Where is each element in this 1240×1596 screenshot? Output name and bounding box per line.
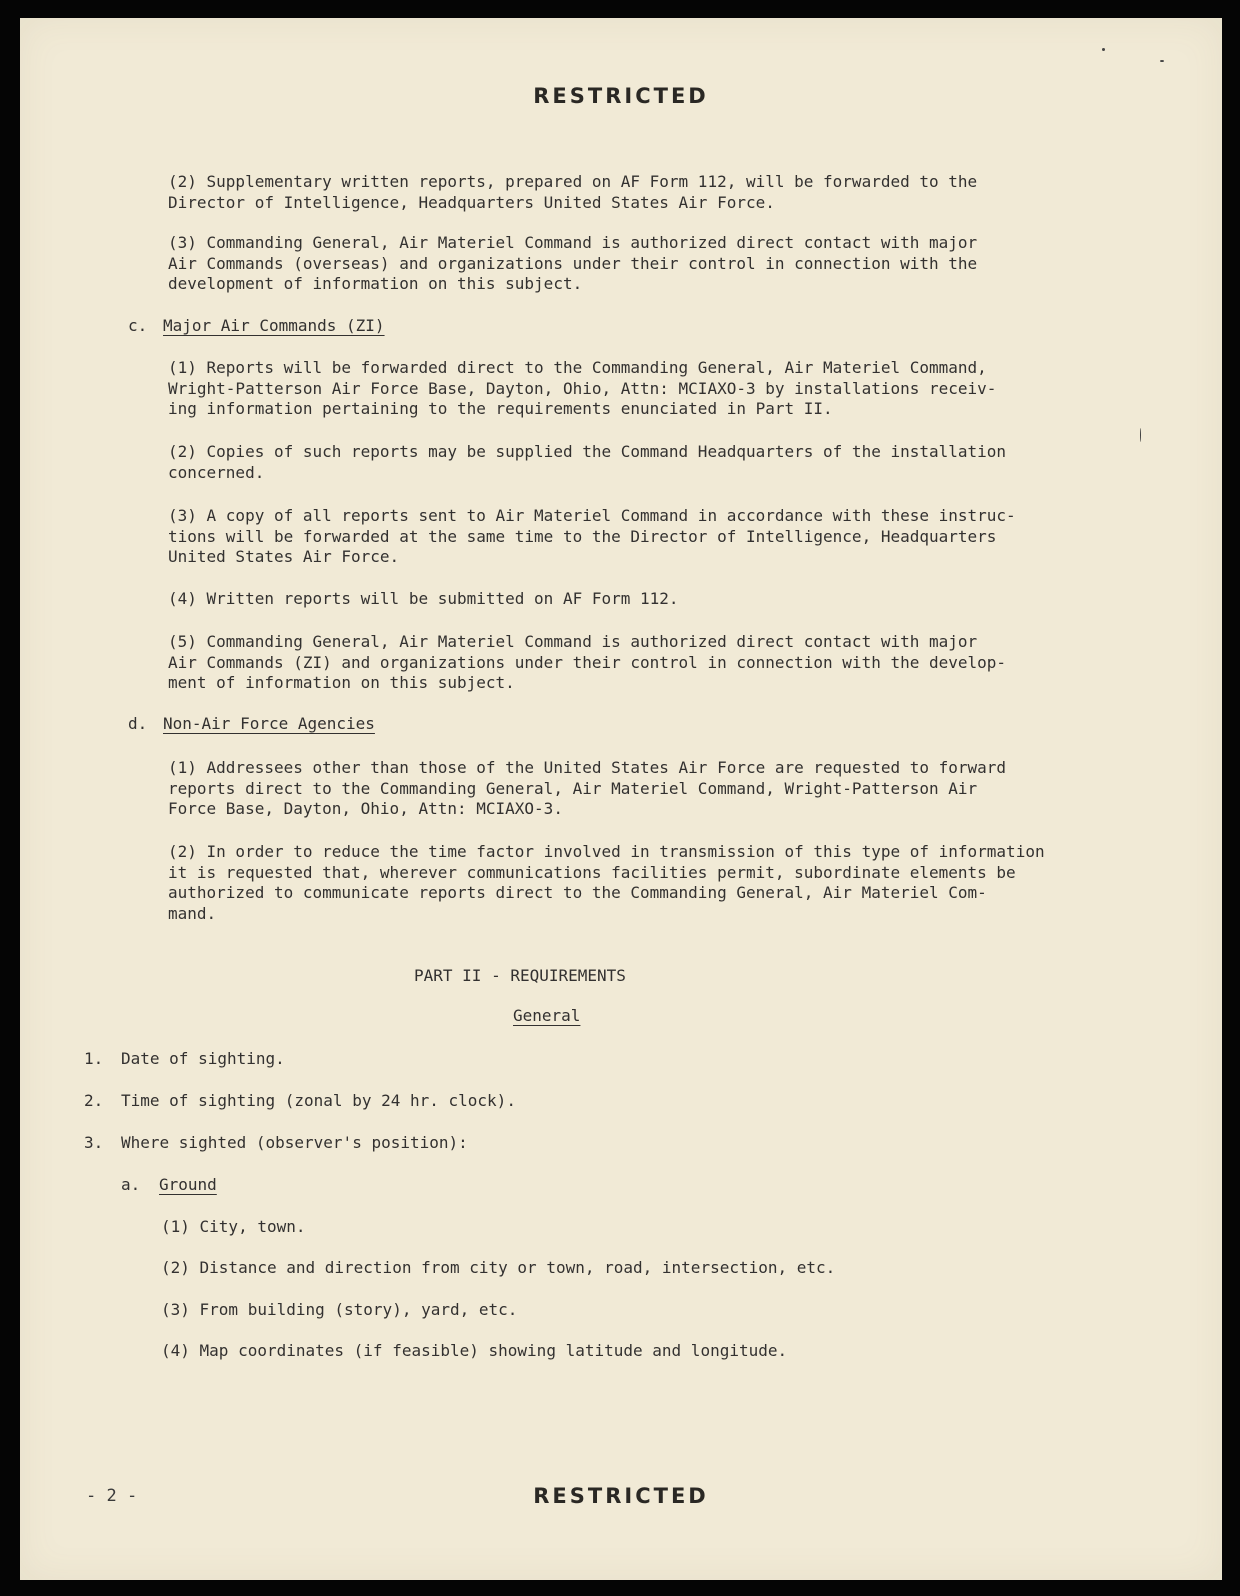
section-d-heading: Non-Air Force Agencies	[163, 714, 375, 733]
sub-a-heading: Ground	[159, 1175, 217, 1194]
scan-mark	[1140, 428, 1141, 442]
paragraph-c5: (5) Commanding General, Air Materiel Command is authorized direct contact with major Air Commands (ZI) and organizations under their control in connection with the develop- ment of information on this subject.	[168, 632, 1007, 692]
paragraph-d2: (2) In order to reduce the time factor involved in transmission of this type of information it is requested that, wherever communications facilities permit, subordinate elements be authorized to communicate reports direct to the Commanding General, Air Materiel Com- mand.	[168, 842, 1045, 923]
part2-title: PART II - REQUIREMENTS	[414, 966, 626, 985]
document-page	[20, 18, 1222, 1580]
paragraph-c1: (1) Reports will be forwarded direct to the Commanding General, Air Materiel Command, Wright-Patterson Air Force Base, Dayton, Ohio, Attn: MCIAXO-3 by installations receiv- ing information pertaining to the requirements enunciated in Part II.	[168, 358, 997, 418]
paragraph-d1: (1) Addressees other than those of the United States Air Force are requested to forward reports direct to the Commanding General, Air Materiel Command, Wright-Patterson Air Force Base, Dayton, Ohio, Attn: MCIAXO-3.	[168, 758, 1007, 818]
sub-a-letter: a.	[121, 1175, 141, 1194]
section-c-heading: Major Air Commands (ZI)	[163, 316, 385, 335]
item-3-number: 3.	[84, 1133, 104, 1152]
item-2-text: Time of sighting (zonal by 24 hr. clock).	[121, 1091, 516, 1110]
paragraph-c3: (3) A copy of all reports sent to Air Materiel Command in accordance with these instruc- tions will be forwarded at the same time to the Director of Intelligence, Headquarters United States Air Force.	[168, 506, 1016, 566]
page-number: - 2 -	[86, 1486, 138, 1506]
item-2-number: 2.	[84, 1091, 104, 1110]
ground-item-1: (1) City, town.	[161, 1217, 306, 1236]
item-3-text: Where sighted (observer's position):	[121, 1133, 468, 1152]
header-classification: RESTRICTED	[533, 84, 709, 108]
ground-item-4: (4) Map coordinates (if feasible) showing latitude and longitude.	[161, 1341, 788, 1360]
paragraph-b3: (3) Commanding General, Air Materiel Command is authorized direct contact with major Air Commands (overseas) and organizations under their control in connection with the development of information on this subject.	[168, 233, 978, 293]
footer-classification: RESTRICTED	[533, 1484, 709, 1508]
paragraph-c4: (4) Written reports will be submitted on AF Form 112.	[168, 589, 679, 608]
paragraph-b2: (2) Supplementary written reports, prepared on AF Form 112, will be forwarded to the Director of Intelligence, Headquarters United States Air Force.	[168, 172, 978, 212]
item-1-number: 1.	[84, 1049, 104, 1068]
ground-item-2: (2) Distance and direction from city or town, road, intersection, etc.	[161, 1258, 836, 1277]
scan-speck	[1102, 48, 1105, 51]
paragraph-c2: (2) Copies of such reports may be supplied the Command Headquarters of the installation concerned.	[168, 442, 1007, 482]
item-1-text: Date of sighting.	[121, 1049, 285, 1068]
section-c-letter: c.	[128, 316, 148, 335]
part2-subtitle: General	[513, 1006, 581, 1025]
scan-speck	[1160, 60, 1164, 62]
ground-item-3: (3) From building (story), yard, etc.	[161, 1300, 518, 1319]
section-d-letter: d.	[128, 714, 148, 733]
